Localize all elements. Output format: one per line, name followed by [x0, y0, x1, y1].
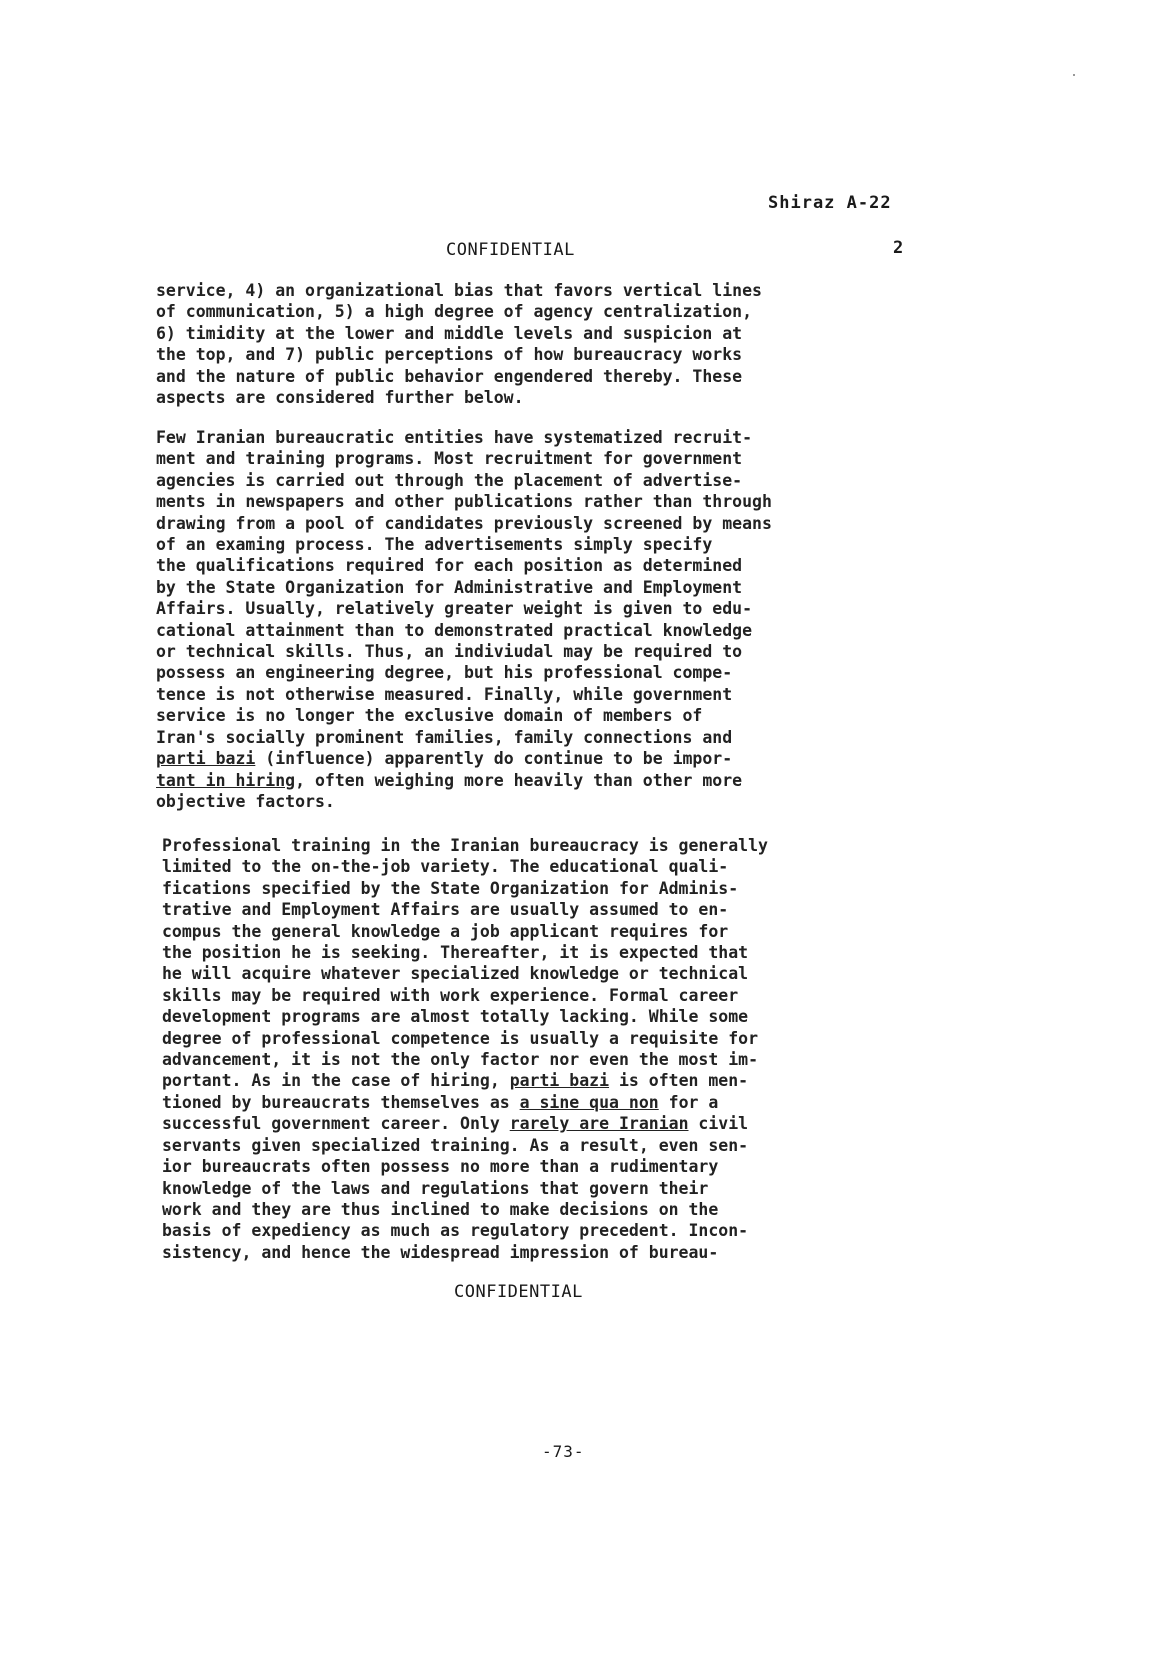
document-reference: Shiraz A-22: [768, 193, 892, 213]
p2-line: possess an engineering degree, but his professional compe-: [156, 663, 733, 683]
p3-line: civil: [688, 1114, 749, 1134]
underlined-phrase: tant in hiring: [156, 770, 296, 790]
underlined-term-sine-qua-non: a sine qua non: [519, 1092, 659, 1112]
p2-line: Iran's socially prominent families, family connections and: [156, 727, 733, 747]
p3-line: knowledge of the laws and regulations that govern their: [162, 1178, 709, 1198]
p3-line: trative and Employment Affairs are usually assumed to en-: [162, 900, 729, 920]
p3-line: degree of professional competence is usually a requisite for: [162, 1028, 759, 1048]
paragraph-2: [156, 427, 772, 812]
p2-line: (influence) apparently do continue to be impor-: [255, 749, 733, 769]
p3-line: servants given specialized training. As a result, even sen-: [162, 1135, 749, 1155]
p3-line: is often men-: [609, 1071, 749, 1091]
p2-line: , often weighing more heavily than other more: [295, 770, 743, 790]
p2-line: objective factors.: [156, 791, 335, 811]
underlined-term-parti-bazi: parti bazi: [156, 749, 256, 769]
p3-line: work and they are thus inclined to make decisions on the: [162, 1199, 719, 1219]
p2-line: service is no longer the exclusive domain of members of: [156, 706, 703, 726]
p1-line: and the nature of public behavior engendered thereby. These: [156, 366, 743, 386]
p2-line: by the State Organization for Administrative and Employment: [156, 577, 743, 597]
scan-speck: [1073, 74, 1075, 76]
p3-line: development programs are almost totally lacking. While some: [162, 1007, 749, 1027]
p3-line: limited to the on-the-job variety. The educational quali-: [162, 857, 729, 877]
p3-line: successful government career. Only: [162, 1114, 510, 1134]
p2-line: ment and training programs. Most recruitment for government: [156, 449, 743, 469]
p2-line: cational attainment than to demonstrated practical knowledge: [156, 620, 753, 640]
p3-line: fications specified by the State Organization for Adminis-: [162, 878, 739, 898]
p3-line: ior bureaucrats often possess no more than a rudimentary: [162, 1157, 719, 1177]
p3-line: the position he is seeking. Thereafter, it is expected that: [162, 943, 749, 963]
underlined-term-parti-bazi: parti bazi: [509, 1071, 610, 1091]
p3-line: skills may be required with work experience. Formal career: [162, 985, 739, 1005]
p3-line: compus the general knowledge a job applicant requires for: [162, 921, 729, 941]
p1-line: 6) timidity at the lower and middle levels and suspicion at: [156, 323, 743, 343]
paragraph-1: [156, 280, 762, 408]
page-number-footer: -73-: [542, 1442, 585, 1461]
p3-line: advancement, it is not the only factor nor even the most im-: [162, 1050, 759, 1070]
p1-line: the top, and 7) public perceptions of how bureaucracy works: [156, 345, 743, 365]
p3-line: for a: [658, 1092, 719, 1112]
p2-line: tence is not otherwise measured. Finally, while government: [156, 684, 733, 704]
classification-header: CONFIDENTIAL: [446, 240, 575, 260]
p1-line: of communication, 5) a high degree of agency centralization,: [156, 302, 753, 322]
page-number-header: 2: [893, 238, 904, 258]
p2-line: agencies is carried out through the placement of advertise-: [156, 470, 743, 490]
p2-line: Affairs. Usually, relatively greater weight is given to edu-: [156, 599, 753, 619]
p3-line: sistency, and hence the widespread impression of bureau-: [162, 1242, 719, 1262]
p2-line: ments in newspapers and other publications rather than through: [156, 492, 772, 512]
p2-line: the qualifications required for each position as determined: [156, 556, 743, 576]
p3-line: he will acquire whatever specialized knowledge or technical: [162, 964, 749, 984]
p2-line: Few Iranian bureaucratic entities have systematized recruit-: [156, 428, 753, 447]
p2-line: drawing from a pool of candidates previously screened by means: [156, 513, 772, 533]
p3-line: Professional training in the Iranian bureaucracy is generally: [162, 836, 768, 855]
classification-footer: CONFIDENTIAL: [454, 1282, 583, 1302]
p3-line: tioned by bureaucrats themselves as: [162, 1092, 520, 1112]
p1-line: service, 4) an organizational bias that favors vertical lines: [156, 281, 762, 300]
p3-line: basis of expediency as much as regulatory precedent. Incon-: [162, 1221, 749, 1241]
p3-line: portant. As in the case of hiring,: [162, 1071, 510, 1091]
underlined-phrase: rarely are Iranian: [509, 1114, 689, 1134]
p2-line: of an examing process. The advertisements simply specify: [156, 535, 713, 555]
paragraph-3: [162, 835, 768, 1263]
p2-line: or technical skills. Thus, an indiviudal may be required to: [156, 642, 743, 662]
p1-line: aspects are considered further below.: [156, 388, 524, 408]
